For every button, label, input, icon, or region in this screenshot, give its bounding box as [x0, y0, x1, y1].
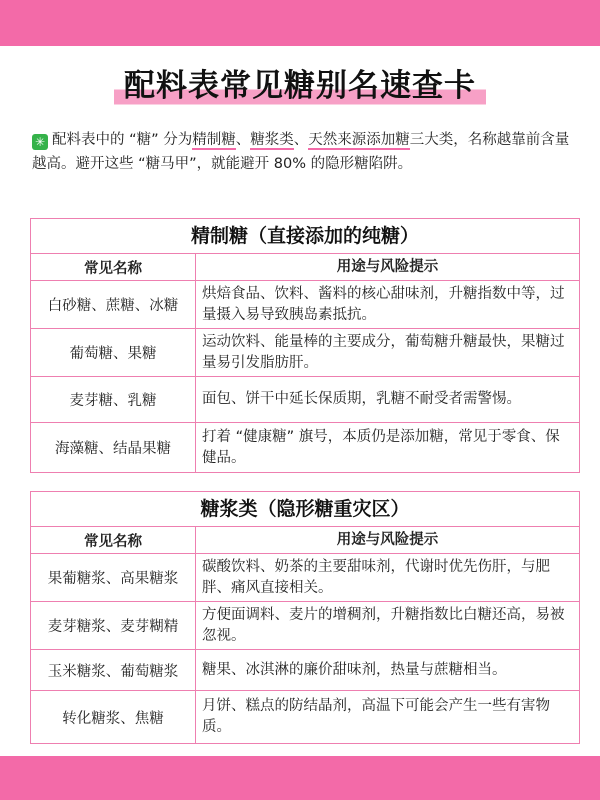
syrup-card — [30, 491, 580, 744]
intro-category-3: 天然来源添加糖 — [308, 132, 410, 148]
header-name: 常见名称 — [31, 254, 196, 280]
title-wrap — [0, 64, 600, 108]
intro-category-2: 糖浆类 — [250, 132, 294, 148]
sugar-usage: 烘焙食品、饮料、酱料的核心甜味剂，升糖指数中等，过量摄入易导致胰岛素抵抗。 — [202, 285, 565, 323]
section-title: 糖浆类（隐形糖重灾区） — [31, 492, 579, 527]
intro-text-1: 配料表中的 “糖” 分为 — [52, 132, 193, 148]
header-usage: 用途与风险提示 — [336, 531, 439, 548]
sugar-name: 麦芽糖、乳糖 — [31, 377, 196, 422]
intro-separator: 、 — [235, 132, 251, 148]
sugar-name: 海藻糖、结晶果糖 — [31, 423, 196, 472]
sugar-usage: 面包、饼干中延长保质期，乳糖不耐受者需警惕。 — [202, 391, 521, 407]
page-title: 配料表常见糖别名速查卡 — [114, 64, 486, 108]
table-header-row — [31, 527, 579, 554]
sugar-usage: 糖果、冰淇淋的廉价甜味剂，热量与蔗糖相当。 — [202, 661, 507, 678]
intro-category-1: 精制糖 — [192, 132, 236, 148]
table-row — [31, 602, 579, 650]
top-pink-band — [0, 0, 600, 46]
sugar-usage: 运动饮料、能量棒的主要成分，葡萄糖升糖最快，果糖过量易引发脂肪肝。 — [202, 333, 565, 371]
intro-separator: 、 — [293, 132, 309, 148]
sugar-usage: 碳酸饮料、奶茶的主要甜味剂，代谢时优先伤肝，与肥胖、痛风直接相关。 — [202, 558, 550, 596]
sugar-usage: 方便面调料、麦片的增稠剂，升糖指数比白糖还高，易被忽视。 — [202, 606, 565, 644]
refined-sugar-card — [30, 218, 580, 473]
header-name: 常见名称 — [31, 527, 196, 553]
table-header-row — [31, 254, 579, 281]
sugar-name: 果葡糖浆、高果糖浆 — [31, 554, 196, 601]
sugar-usage: 月饼、糕点的防结晶剂，高温下可能会产生一些有害物质。 — [202, 698, 550, 735]
table-row — [31, 691, 579, 743]
sugar-name: 麦芽糖浆、麦芽糊精 — [31, 602, 196, 649]
section-title: 精制糖（直接添加的纯糖） — [31, 219, 579, 254]
intro-paragraph — [32, 128, 572, 176]
table-row — [31, 377, 579, 423]
bottom-pink-band — [0, 756, 600, 800]
sugar-name: 玉米糖浆、葡萄糖浆 — [31, 650, 196, 690]
header-usage: 用途与风险提示 — [336, 258, 439, 275]
sparkle-icon: ✳ — [32, 134, 48, 150]
table-row — [31, 329, 579, 377]
sugar-usage: 打着 “健康糖” 旗号，本质仍是添加糖，常见于零食、保健品。 — [202, 428, 560, 466]
sugar-name: 转化糖浆、焦糖 — [31, 691, 196, 743]
table-row — [31, 281, 579, 329]
sugar-name: 白砂糖、蔗糖、冰糖 — [31, 281, 196, 328]
intro-text-2: 三大类，名称越靠前含量越高。避开这些 “糖马甲”，就能避开 80% 的隐形糖陷阱。 — [32, 132, 570, 172]
table-row — [31, 650, 579, 691]
table-row — [31, 554, 579, 602]
table-row — [31, 423, 579, 472]
sugar-name: 葡萄糖、果糖 — [31, 329, 196, 376]
